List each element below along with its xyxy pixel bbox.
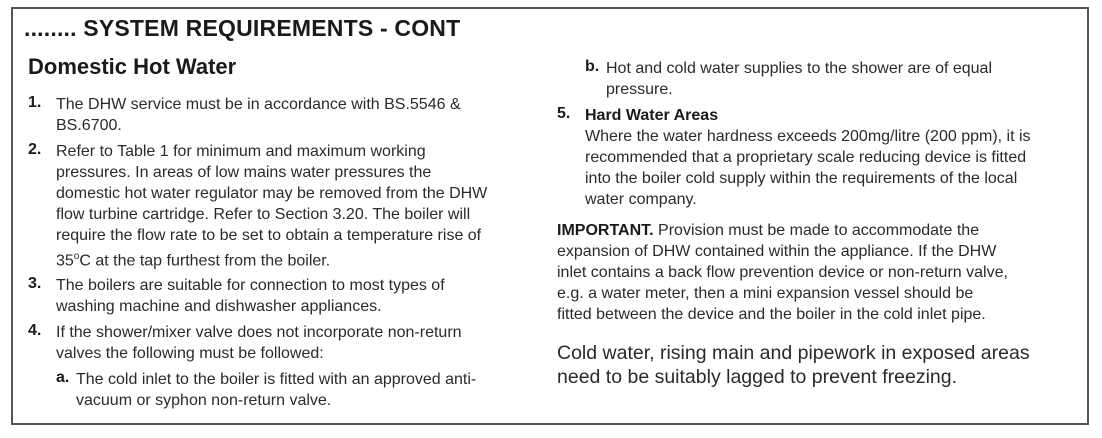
important-text: Provision must be made to accommodate the	[653, 222, 980, 239]
important-first-line	[557, 220, 979, 241]
subitem-letter: b.	[585, 58, 600, 75]
item-text-line: The DHW service must be in accordance with BS.5546 &	[56, 96, 461, 113]
subitem-text-line: Hot and cold water supplies to the shower are of equal	[606, 60, 993, 77]
item-text-line: BS.6700.	[56, 117, 122, 134]
item-number: 1.	[28, 94, 42, 111]
item-text-line: If the shower/mixer valve does not incorporate non-return	[56, 324, 462, 341]
important-text-line: expansion of DHW contained within the appliance. If the DHW	[557, 243, 997, 260]
important-text-line: e.g. a water meter, then a mini expansion vessel should be	[557, 285, 974, 302]
degree-symbol: o	[73, 251, 80, 262]
item-text-line: The boilers are suitable for connection to most types of	[56, 277, 445, 294]
subitem-letter: a.	[56, 369, 70, 386]
item-title: Hard Water Areas	[585, 107, 719, 124]
item-text-line: valves the following must be followed:	[56, 345, 324, 362]
temperature-value: 35	[56, 252, 74, 270]
item-text-line: water company.	[585, 191, 697, 208]
item-text-line: domestic hot water regulator may be removed from the DHW	[56, 185, 488, 202]
item-text-line: into the boiler cold supply within the requirements of the local	[585, 170, 1018, 187]
item-text-line: recommended that a proprietary scale reducing device is fitted	[585, 149, 1027, 166]
item-text-line: washing machine and dishwasher appliances.	[56, 298, 382, 315]
important-label: IMPORTANT.	[557, 222, 654, 239]
item-number: 3.	[28, 275, 42, 292]
subitem-text-line: The cold inlet to the boiler is fitted with an approved anti-	[76, 371, 477, 388]
item-number: 4.	[28, 322, 42, 339]
item-text-line: require the flow rate to be set to obtain a temperature rise of	[56, 227, 482, 244]
section-heading: ........ SYSTEM REQUIREMENTS - CONT	[24, 15, 461, 41]
note-text-line: need to be suitably lagged to prevent freezing.	[557, 366, 958, 388]
item-text-line: Refer to Table 1 for minimum and maximum working	[56, 143, 426, 160]
subitem-text-line: pressure.	[606, 81, 673, 98]
item-text-line	[56, 246, 330, 271]
item-text-line: pressures. In areas of low mains water pressures the	[56, 164, 432, 181]
subitem-text-line: vacuum or syphon non-return valve.	[76, 392, 332, 409]
item-text-line: flow turbine cartridge. Refer to Section 3.20. The boiler will	[56, 206, 471, 223]
subsection-title: Domestic Hot Water	[28, 54, 237, 79]
item-text-line: Where the water hardness exceeds 200mg/litre (200 ppm), it is	[585, 128, 1031, 145]
item-number: 5.	[557, 105, 571, 122]
temperature-text: C at the tap furthest from the boiler.	[79, 252, 331, 270]
important-text-line: inlet contains a back flow prevention device or non-return valve,	[557, 264, 1008, 281]
item-number: 2.	[28, 141, 42, 158]
important-text-line: fitted between the device and the boiler in the cold inlet pipe.	[557, 306, 986, 323]
note-text-line: Cold water, rising main and pipework in exposed areas	[557, 342, 1030, 364]
